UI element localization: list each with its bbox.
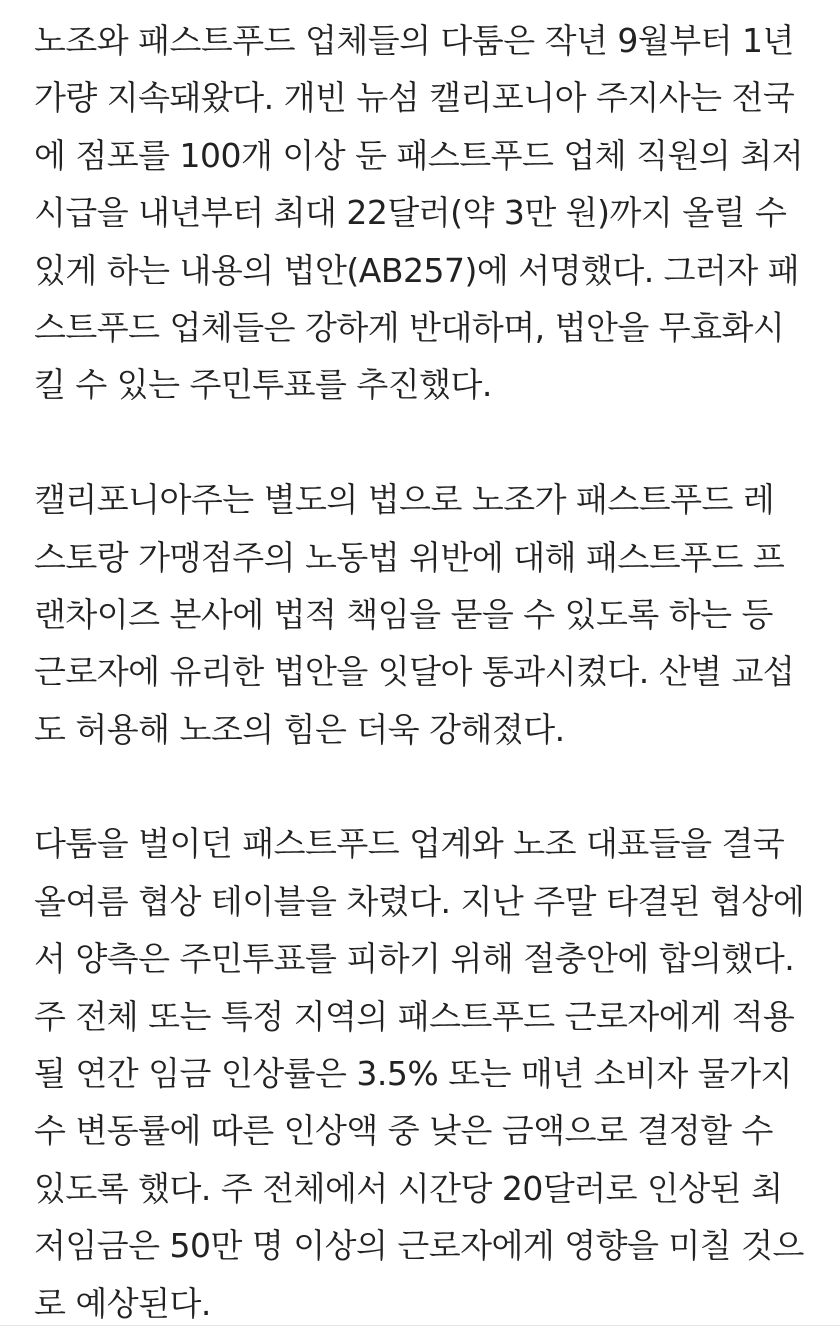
paragraph-gap xyxy=(34,414,834,471)
text-line: 도 허용해 노조의 힘은 더욱 강해졌다. xyxy=(34,709,565,749)
paragraph-3 xyxy=(34,815,834,1332)
text-line: 될 연간 임금 인상률은 3.5% 또는 매년 소비자 물가지 xyxy=(34,1054,792,1094)
text-line: 스토랑 가맹점주의 노동법 위반에 대해 패스트푸드 프 xyxy=(34,537,785,577)
text-line: 스트푸드 업체들은 강하게 반대하며, 법안을 무효화시 xyxy=(34,307,785,347)
text-line: 가량 지속돼왔다. 개빈 뉴섬 캘리포니아 주지사는 전국 xyxy=(34,78,795,118)
paragraph-2 xyxy=(34,471,834,758)
text-line: 주 전체 또는 특정 지역의 패스트푸드 근로자에게 적용 xyxy=(34,996,795,1036)
text-line: 킬 수 있는 주민투표를 추진했다. xyxy=(34,365,492,405)
text-line: 랜차이즈 본사에 법적 책임을 묻을 수 있도록 하는 등 xyxy=(34,594,773,634)
paragraph-1 xyxy=(34,12,834,414)
text-line: 서 양측은 주민투표를 피하기 위해 절충안에 합의했다. xyxy=(34,939,795,979)
text-line: 있게 하는 내용의 법안(AB257)에 서명했다. 그러자 패 xyxy=(34,250,800,290)
text-line: 로 예상된다. xyxy=(34,1283,211,1323)
text-line: 저임금은 50만 명 이상의 근로자에게 영향을 미칠 것으 xyxy=(34,1226,804,1266)
text-line: 근로자에 유리한 법안을 잇달아 통과시켰다. 산별 교섭 xyxy=(34,652,795,692)
text-line: 다툼을 벌이던 패스트푸드 업계와 노조 대표들을 결국 xyxy=(34,824,785,864)
text-line: 있도록 했다. 주 전체에서 시간당 20달러로 인상된 최 xyxy=(34,1168,783,1208)
text-line: 노조와 패스트푸드 업체들의 다툼은 작년 9월부터 1년 xyxy=(34,21,794,60)
text-line: 시급을 내년부터 최대 22달러(약 3만 원)까지 올릴 수 xyxy=(34,193,787,233)
text-line: 수 변동률에 따른 인상액 중 낮은 금액으로 결정할 수 xyxy=(34,1111,773,1151)
text-line: 에 점포를 100개 이상 둔 패스트푸드 업체 직원의 최저 xyxy=(34,135,803,175)
paragraph-gap xyxy=(34,758,834,815)
article-body xyxy=(34,12,834,1332)
text-line: 캘리포니아주는 별도의 법으로 노조가 패스트푸드 레 xyxy=(34,480,775,520)
text-line: 올여름 협상 테이블을 차렸다. 지난 주말 타결된 협상에 xyxy=(34,881,805,921)
